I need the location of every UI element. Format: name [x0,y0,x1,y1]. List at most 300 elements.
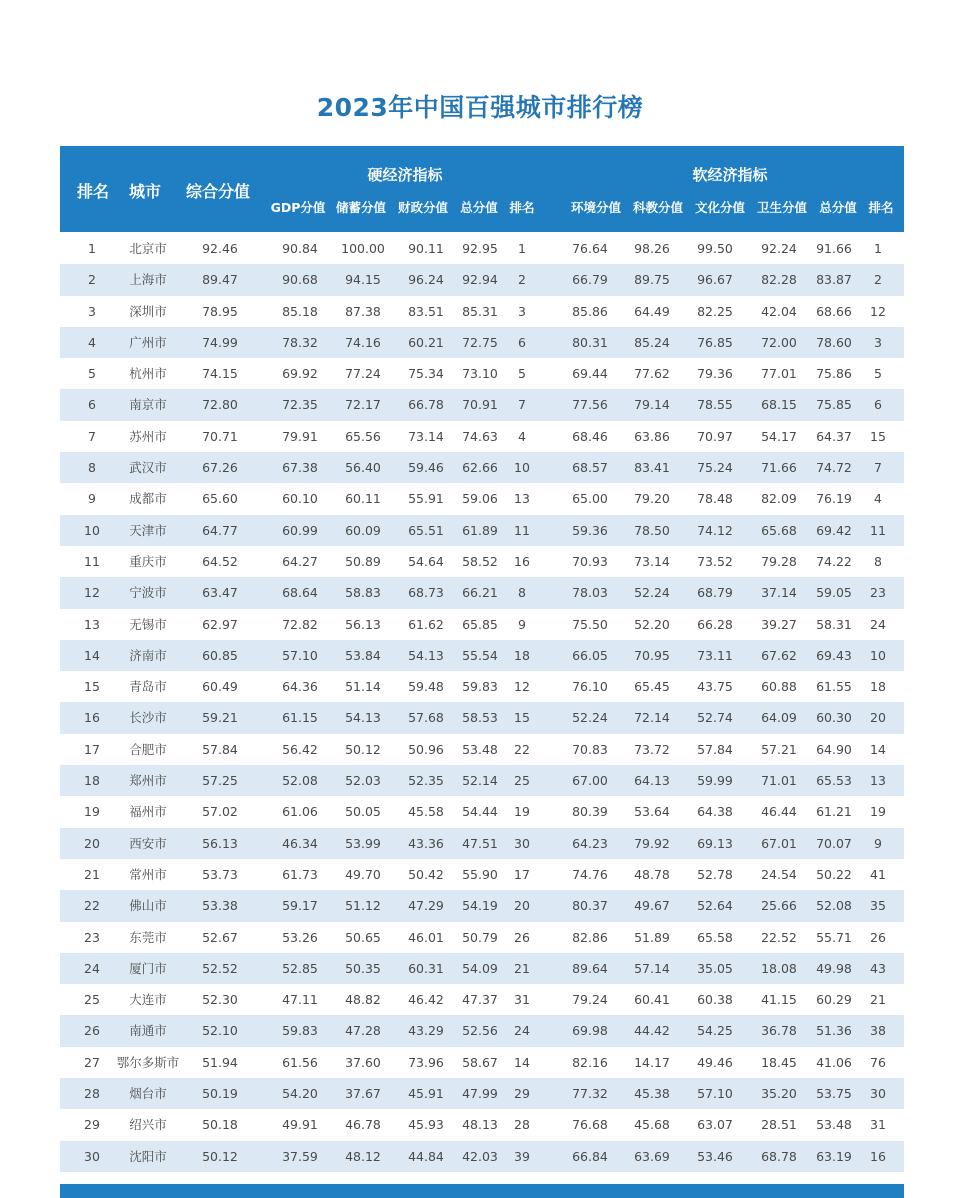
cell-composite: 78.95 [202,303,238,319]
cell-health: 68.15 [761,397,797,413]
cell-soft-rank: 1 [874,241,882,256]
cell-fiscal: 54.64 [408,553,444,569]
cell-culture: 74.12 [697,522,733,538]
cell-hard-rank: 16 [514,553,530,569]
footer-bar [60,1184,904,1198]
cell-city: 上海市 [129,272,167,288]
cell-fiscal: 73.14 [408,428,444,444]
cell-composite: 92.46 [202,241,238,256]
header-savings: 储蓄分值 [335,200,386,215]
cell-city: 南京市 [129,397,167,413]
cell-fiscal: 50.42 [408,866,444,882]
cell-soft-total: 75.85 [816,397,852,413]
cell-savings: 60.11 [345,491,381,507]
cell-culture: 65.58 [697,929,733,945]
cell-env: 68.46 [572,428,608,444]
cell-health: 25.66 [761,898,797,914]
cell-soft-total: 64.90 [816,741,852,757]
cell-rank: 10 [84,522,100,538]
cell-health: 57.21 [761,741,797,757]
cell-gdp: 85.18 [282,303,318,319]
cell-fiscal: 66.78 [408,397,444,413]
cell-gdp: 46.34 [282,835,318,851]
cell-city: 合肥市 [129,741,167,757]
cell-savings: 53.99 [345,835,381,851]
cell-soft-total: 76.19 [816,491,852,507]
cell-savings: 50.12 [345,741,381,757]
cell-hard-rank: 8 [518,585,526,601]
cell-soft-rank: 26 [870,929,886,945]
cell-composite: 51.94 [202,1054,238,1070]
cell-composite: 56.13 [202,835,238,851]
cell-env: 80.39 [572,804,608,820]
cell-soft-total: 74.22 [816,553,852,569]
cell-hard-total: 92.94 [462,272,498,288]
page-title: 2023年中国百强城市排行榜 [316,93,644,122]
cell-culture: 76.85 [697,334,733,350]
cell-rank: 4 [88,334,96,350]
cell-city: 福州市 [129,804,167,820]
cell-sci-edu: 79.92 [634,835,670,851]
cell-gdp: 56.42 [282,741,318,757]
table-row [60,765,904,796]
table-row [60,640,904,671]
cell-fiscal: 83.51 [408,303,444,319]
cell-rank: 7 [88,428,96,444]
cell-culture: 52.64 [697,898,733,914]
cell-fiscal: 68.73 [408,585,444,601]
cell-sci-edu: 70.95 [634,647,670,663]
cell-soft-total: 78.60 [816,334,852,350]
cell-composite: 60.85 [202,647,238,663]
cell-fiscal: 43.36 [408,835,444,851]
cell-fiscal: 57.68 [408,710,444,726]
cell-fiscal: 60.31 [408,960,444,976]
cell-sci-edu: 73.14 [634,553,670,569]
cell-savings: 46.78 [345,1117,381,1133]
header-culture: 文化分值 [694,200,745,215]
cell-sci-edu: 53.64 [634,804,670,820]
cell-hard-total: 50.79 [462,929,498,945]
cell-rank: 24 [84,960,100,976]
cell-hard-rank: 12 [514,679,530,695]
cell-city: 天津市 [129,522,167,538]
cell-savings: 50.89 [345,553,381,569]
cell-soft-total: 60.29 [816,992,852,1008]
cell-hard-rank: 20 [514,898,530,914]
cell-composite: 62.97 [202,616,238,632]
cell-fiscal: 47.29 [408,898,444,914]
cell-savings: 58.83 [345,585,381,601]
cell-culture: 79.36 [697,366,733,382]
cell-sci-edu: 83.41 [634,460,670,476]
cell-city: 沈阳市 [129,1148,167,1164]
cell-soft-rank: 21 [870,992,886,1008]
cell-soft-rank: 13 [870,773,886,789]
cell-culture: 60.38 [697,992,733,1008]
cell-health: 68.78 [761,1148,797,1164]
cell-savings: 48.82 [345,992,381,1008]
cell-savings: 52.03 [345,773,381,789]
cell-hard-total: 59.06 [462,491,498,507]
table-row [60,483,904,514]
cell-soft-rank: 31 [870,1117,886,1133]
cell-rank: 18 [84,773,100,789]
cell-sci-edu: 77.62 [634,366,670,382]
cell-fiscal: 90.11 [408,241,444,256]
cell-culture: 69.13 [697,835,733,851]
cell-savings: 51.14 [345,679,381,695]
cell-rank: 3 [88,303,96,319]
cell-hard-rank: 13 [514,491,530,507]
cell-city: 烟台市 [129,1086,167,1102]
cell-hard-rank: 29 [514,1086,530,1102]
cell-composite: 72.80 [202,397,238,413]
cell-savings: 56.13 [345,616,381,632]
table-row [60,984,904,1015]
cell-city: 重庆市 [129,553,167,569]
cell-culture: 78.48 [697,491,733,507]
cell-env: 70.83 [572,741,608,757]
table-row [60,953,904,984]
cell-health: 18.08 [761,960,797,976]
cell-gdp: 61.73 [282,866,318,882]
cell-sci-edu: 63.69 [634,1148,670,1164]
cell-hard-total: 54.19 [462,898,498,914]
cell-soft-total: 53.48 [816,1117,852,1133]
cell-health: 71.66 [761,460,797,476]
cell-soft-total: 50.22 [816,866,852,882]
table-row [60,1047,904,1078]
cell-soft-rank: 10 [870,647,886,663]
cell-city: 无锡市 [129,616,167,632]
cell-gdp: 60.99 [282,522,318,538]
cell-savings: 47.28 [345,1023,381,1039]
cell-hard-total: 54.09 [462,960,498,976]
cell-env: 76.10 [572,679,608,695]
cell-city: 广州市 [129,334,167,350]
cell-rank: 2 [88,272,96,288]
cell-culture: 57.10 [697,1086,733,1102]
cell-sci-edu: 52.20 [634,616,670,632]
table-header [60,146,904,232]
table-body [60,233,904,1172]
ranking-table [60,146,904,1172]
table-row [60,796,904,827]
cell-health: 92.24 [761,241,797,256]
cell-hard-rank: 1 [518,241,526,256]
cell-hard-total: 61.89 [462,522,498,538]
cell-sci-edu: 72.14 [634,710,670,726]
cell-env: 75.50 [572,616,608,632]
cell-rank: 5 [88,366,96,382]
cell-composite: 64.52 [202,553,238,569]
cell-culture: 96.67 [697,272,733,288]
cell-gdp: 79.91 [282,428,318,444]
cell-culture: 43.75 [697,679,733,695]
cell-soft-rank: 76 [870,1054,886,1070]
cell-savings: 94.15 [345,272,381,288]
cell-composite: 57.84 [202,741,238,757]
cell-health: 65.68 [761,522,797,538]
table-row [60,1015,904,1046]
cell-hard-total: 47.37 [462,992,498,1008]
cell-env: 70.93 [572,553,608,569]
cell-soft-rank: 24 [870,616,886,632]
cell-soft-total: 58.31 [816,616,852,632]
cell-sci-edu: 52.24 [634,585,670,601]
cell-env: 85.86 [572,303,608,319]
cell-culture: 54.25 [697,1023,733,1039]
table-row [60,1078,904,1109]
cell-culture: 49.46 [697,1054,733,1070]
table-row [60,609,904,640]
cell-hard-total: 54.44 [462,804,498,820]
cell-savings: 74.16 [345,334,381,350]
cell-env: 82.86 [572,929,608,945]
cell-culture: 66.28 [697,616,733,632]
cell-rank: 8 [88,460,96,476]
cell-sci-edu: 89.75 [634,272,670,288]
table-row [60,1141,904,1172]
cell-soft-rank: 16 [870,1148,886,1164]
cell-fiscal: 61.62 [408,616,444,632]
cell-gdp: 72.82 [282,616,318,632]
cell-hard-rank: 4 [518,428,526,444]
cell-gdp: 68.64 [282,585,318,601]
cell-composite: 52.52 [202,960,238,976]
header-hard-group: 硬经济指标 [367,166,443,184]
cell-gdp: 47.11 [282,992,318,1008]
cell-gdp: 64.27 [282,553,318,569]
cell-health: 77.01 [761,366,797,382]
cell-fiscal: 45.58 [408,804,444,820]
cell-rank: 28 [84,1086,100,1102]
cell-health: 79.28 [761,553,797,569]
cell-soft-rank: 3 [874,334,882,350]
cell-city: 厦门市 [129,960,167,976]
cell-fiscal: 54.13 [408,647,444,663]
table-row [60,546,904,577]
cell-soft-total: 69.43 [816,647,852,663]
cell-sci-edu: 73.72 [634,741,670,757]
cell-soft-rank: 11 [870,522,886,538]
cell-city: 西安市 [129,835,167,851]
header-hard-total: 总分值 [460,200,498,215]
cell-rank: 11 [84,553,100,569]
cell-soft-total: 83.87 [816,272,852,288]
cell-city: 长沙市 [129,710,167,726]
cell-gdp: 59.17 [282,898,318,914]
cell-rank: 22 [84,898,100,914]
cell-hard-rank: 11 [514,522,530,538]
cell-soft-total: 65.53 [816,773,852,789]
cell-culture: 82.25 [697,303,733,319]
cell-fiscal: 52.35 [408,773,444,789]
cell-city: 绍兴市 [129,1117,167,1133]
cell-hard-rank: 15 [514,710,530,726]
cell-gdp: 52.08 [282,773,318,789]
cell-health: 67.62 [761,647,797,663]
cell-city: 杭州市 [129,366,167,382]
table-row [60,734,904,765]
cell-rank: 6 [88,397,96,413]
cell-hard-total: 72.75 [462,334,498,350]
cell-rank: 12 [84,585,100,601]
cell-fiscal: 65.51 [408,522,444,538]
cell-health: 37.14 [761,585,797,601]
cell-hard-rank: 22 [514,741,530,757]
cell-soft-rank: 5 [874,366,882,382]
cell-rank: 26 [84,1023,100,1039]
cell-env: 66.05 [572,647,608,663]
cell-culture: 70.97 [697,428,733,444]
cell-hard-total: 48.13 [462,1117,498,1133]
cell-env: 78.03 [572,585,608,601]
cell-culture: 35.05 [697,960,733,976]
table-row [60,233,904,264]
cell-composite: 53.38 [202,898,238,914]
cell-sci-edu: 63.86 [634,428,670,444]
table-row [60,515,904,546]
cell-city: 常州市 [129,866,167,882]
table-row [60,264,904,295]
cell-savings: 50.65 [345,929,381,945]
table-row [60,828,904,859]
cell-env: 66.79 [572,272,608,288]
cell-soft-total: 60.30 [816,710,852,726]
cell-savings: 87.38 [345,303,381,319]
cell-soft-rank: 18 [870,679,886,695]
cell-savings: 60.09 [345,522,381,538]
cell-hard-rank: 30 [514,835,530,851]
header-soft-total: 总分值 [819,200,857,215]
cell-culture: 64.38 [697,804,733,820]
cell-composite: 67.26 [202,460,238,476]
cell-env: 52.24 [572,710,608,726]
cell-soft-rank: 9 [874,835,882,851]
cell-rank: 21 [84,866,100,882]
cell-composite: 89.47 [202,272,238,288]
cell-fiscal: 60.21 [408,334,444,350]
cell-soft-total: 51.36 [816,1023,852,1039]
cell-soft-total: 52.08 [816,898,852,914]
cell-soft-total: 68.66 [816,303,852,319]
cell-composite: 65.60 [202,491,238,507]
cell-fiscal: 59.48 [408,679,444,695]
cell-rank: 20 [84,835,100,851]
cell-sci-edu: 98.26 [634,241,670,256]
cell-sci-edu: 45.38 [634,1086,670,1102]
cell-hard-rank: 3 [518,303,526,319]
cell-env: 80.31 [572,334,608,350]
table-row [60,577,904,608]
header-rank: 排名 [76,182,109,201]
cell-hard-total: 85.31 [462,303,498,319]
cell-culture: 52.78 [697,866,733,882]
table-row [60,296,904,327]
cell-gdp: 57.10 [282,647,318,663]
cell-composite: 57.02 [202,804,238,820]
cell-culture: 52.74 [697,710,733,726]
cell-hard-total: 58.52 [462,553,498,569]
cell-savings: 50.05 [345,804,381,820]
cell-city: 青岛市 [129,679,167,695]
header-soft-rank: 排名 [868,200,894,215]
header-city: 城市 [128,182,161,201]
cell-soft-total: 63.19 [816,1148,852,1164]
cell-soft-rank: 7 [874,460,882,476]
cell-env: 82.16 [572,1054,608,1070]
cell-gdp: 59.83 [282,1023,318,1039]
cell-hard-rank: 9 [518,616,526,632]
cell-rank: 1 [88,241,96,256]
cell-sci-edu: 57.14 [634,960,670,976]
cell-health: 60.88 [761,679,797,695]
cell-city: 南通市 [129,1023,167,1039]
cell-gdp: 61.06 [282,804,318,820]
cell-composite: 50.12 [202,1148,238,1164]
cell-hard-total: 74.63 [462,428,498,444]
cell-env: 69.44 [572,366,608,382]
cell-env: 76.64 [572,241,608,256]
cell-health: 67.01 [761,835,797,851]
cell-rank: 9 [88,491,96,507]
cell-hard-total: 73.10 [462,366,498,382]
cell-sci-edu: 48.78 [634,866,670,882]
cell-gdp: 49.91 [282,1117,318,1133]
cell-gdp: 53.26 [282,929,318,945]
cell-soft-rank: 6 [874,397,882,413]
cell-hard-rank: 10 [514,460,530,476]
cell-culture: 78.55 [697,397,733,413]
cell-soft-rank: 12 [870,303,886,319]
cell-gdp: 37.59 [282,1148,318,1164]
cell-soft-rank: 2 [874,272,882,288]
cell-gdp: 69.92 [282,366,318,382]
cell-soft-total: 41.06 [816,1054,852,1070]
cell-soft-rank: 19 [870,804,886,820]
table-row [60,327,904,358]
cell-fiscal: 45.91 [408,1086,444,1102]
cell-health: 39.27 [761,616,797,632]
header-hard-rank: 排名 [509,200,535,215]
cell-sci-edu: 64.13 [634,773,670,789]
cell-savings: 37.60 [345,1054,381,1070]
cell-env: 76.68 [572,1117,608,1133]
cell-soft-rank: 4 [874,491,882,507]
cell-hard-total: 52.14 [462,773,498,789]
cell-sci-edu: 85.24 [634,334,670,350]
cell-sci-edu: 51.89 [634,929,670,945]
cell-composite: 74.15 [202,366,238,382]
cell-savings: 54.13 [345,710,381,726]
cell-culture: 99.50 [697,241,733,256]
header-gdp: GDP分值 [270,200,326,215]
cell-fiscal: 96.24 [408,272,444,288]
cell-env: 64.23 [572,835,608,851]
cell-env: 77.32 [572,1086,608,1102]
cell-culture: 73.52 [697,553,733,569]
cell-rank: 27 [84,1054,100,1070]
cell-soft-rank: 30 [870,1086,886,1102]
cell-hard-total: 47.99 [462,1086,498,1102]
cell-health: 42.04 [761,303,797,319]
cell-soft-rank: 35 [870,898,886,914]
cell-fiscal: 45.93 [408,1117,444,1133]
cell-fiscal: 46.42 [408,992,444,1008]
cell-soft-rank: 41 [870,866,886,882]
